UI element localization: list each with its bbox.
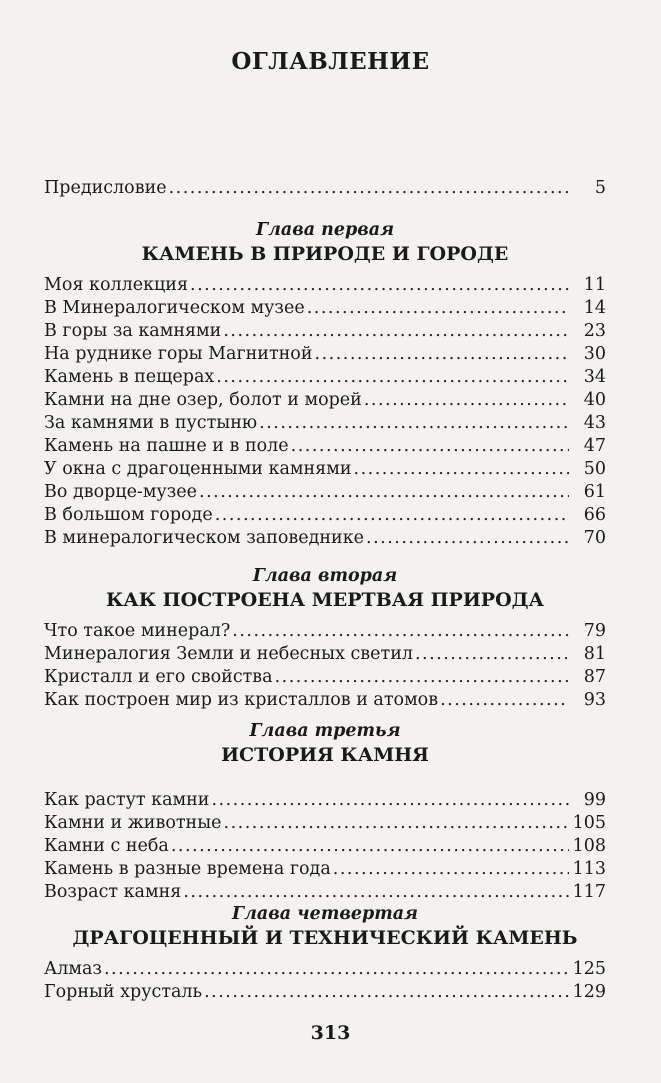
toc-entry-page: 125 — [572, 959, 606, 979]
toc-entry[interactable] — [44, 644, 606, 667]
toc-entry-label: Что такое минерал? — [44, 621, 231, 641]
leader-dots — [364, 390, 569, 410]
toc-entry-page: 23 — [583, 321, 606, 341]
toc-entry-page: 34 — [583, 367, 606, 387]
toc-entry-page: 93 — [583, 690, 606, 710]
toc-entry-label: Камень в пещерах — [44, 367, 215, 387]
toc-entry-preface[interactable] — [44, 178, 606, 201]
toc-entry-label: Алмаз — [44, 959, 102, 979]
chapter-title: КАМЕНЬ В ПРИРОДЕ И ГОРОДЕ — [141, 243, 509, 265]
leader-dots — [315, 344, 569, 364]
chapter-3-heading — [44, 720, 606, 768]
toc-entry[interactable] — [44, 344, 606, 367]
toc-entry-page: 87 — [583, 667, 606, 687]
toc-entry[interactable] — [44, 459, 606, 482]
toc-entry-page: 14 — [583, 298, 606, 318]
toc-entry-label: Во дворце-музее — [44, 482, 198, 502]
page-number: 313 — [310, 1022, 351, 1044]
toc-entry-label: На руднике горы Магнитной — [44, 344, 313, 364]
toc-entry-page: 105 — [572, 813, 606, 833]
toc-entry-label: В горы за камнями — [44, 321, 222, 341]
chapter-2-section — [44, 565, 606, 713]
toc-entry-page: 108 — [572, 836, 606, 856]
toc-entry[interactable] — [44, 982, 606, 1005]
toc-entry[interactable] — [44, 836, 606, 859]
toc-entry-label: Камни на дне озер, болот и морей — [44, 390, 362, 410]
toc-entry-page: 81 — [583, 644, 606, 664]
toc-entry-page: 43 — [583, 413, 606, 433]
preface-section — [44, 178, 606, 201]
leader-dots — [232, 621, 569, 641]
leader-dots — [333, 859, 569, 879]
toc-entry[interactable] — [44, 482, 606, 505]
toc-entry-label: Как растут камни — [44, 790, 210, 810]
page-title: ОГЛАВЛЕНИЕ — [231, 48, 430, 75]
chapter-kicker: Глава четвертая — [232, 904, 418, 924]
toc-entry-page: 11 — [583, 275, 606, 295]
toc-entry-page: 129 — [572, 982, 606, 1002]
leader-dots — [275, 667, 569, 687]
chapter-kicker: Глава первая — [255, 220, 394, 240]
leader-dots — [169, 178, 569, 198]
toc-entry-page: 30 — [583, 344, 606, 364]
toc-entry-label: Камни с неба — [44, 836, 169, 856]
toc-entry-page: 70 — [583, 528, 606, 548]
chapter-4-section — [44, 903, 606, 1005]
leader-dots — [211, 790, 569, 810]
chapter-1-heading — [44, 219, 606, 267]
toc-entry-label: Как построен мир из кристаллов и атомов — [44, 690, 439, 710]
toc-entry[interactable] — [44, 959, 606, 982]
toc-entry-page: 79 — [583, 621, 606, 641]
leader-dots — [216, 367, 569, 387]
toc-entry[interactable] — [44, 859, 606, 882]
toc-entry[interactable] — [44, 882, 606, 905]
chapter-3-section — [44, 720, 606, 905]
toc-entry[interactable] — [44, 413, 606, 436]
toc-entry-page: 99 — [583, 790, 606, 810]
toc-entry[interactable] — [44, 690, 606, 713]
leader-dots — [190, 275, 569, 295]
leader-dots — [224, 813, 570, 833]
leader-dots — [291, 436, 569, 456]
leader-dots — [440, 690, 569, 710]
chapter-2-heading — [44, 565, 606, 613]
toc-entry[interactable] — [44, 505, 606, 528]
chapter-4-heading — [44, 903, 606, 951]
toc-entry[interactable] — [44, 275, 606, 298]
toc-entry[interactable] — [44, 790, 606, 813]
toc-entry-page: 113 — [572, 859, 606, 879]
toc-entry-label: Горный хрусталь — [44, 982, 203, 1002]
chapter-title: ДРАГОЦЕННЫЙ И ТЕХНИЧЕСКИЙ КАМЕНЬ — [72, 927, 578, 949]
toc-entry-label: Минералогия Земли и небесных светил — [44, 644, 413, 664]
toc-entry-label: За камнями в пустыню — [44, 413, 258, 433]
chapter-title: ИСТОРИЯ КАМНЯ — [221, 744, 429, 766]
toc-entry-page: 61 — [583, 482, 606, 502]
toc-entry-label: Моя коллекция — [44, 275, 189, 295]
toc-entry-page: 5 — [594, 178, 606, 198]
toc-entry[interactable] — [44, 367, 606, 390]
toc-entry-label: Камень в разные времена года — [44, 859, 331, 879]
leader-dots — [215, 505, 569, 525]
chapter-kicker: Глава вторая — [252, 566, 398, 586]
toc-entry-page: 40 — [583, 390, 606, 410]
toc-entry-page: 50 — [583, 459, 606, 479]
leader-dots — [415, 644, 569, 664]
toc-entry[interactable] — [44, 667, 606, 690]
chapter-kicker: Глава третья — [249, 721, 401, 741]
toc-entry-label: Камень на пашне и в поле — [44, 436, 289, 456]
toc-entry-label: Кристалл и его свойства — [44, 667, 273, 687]
toc-entry-label: Камни и животные — [44, 813, 222, 833]
leader-dots — [223, 321, 569, 341]
toc-entry[interactable] — [44, 321, 606, 344]
leader-dots — [354, 459, 570, 479]
toc-entry-label: В минералогическом заповеднике — [44, 528, 364, 548]
leader-dots — [171, 836, 569, 856]
leader-dots — [307, 298, 569, 318]
leader-dots — [104, 959, 569, 979]
leader-dots — [183, 882, 569, 902]
leader-dots — [199, 482, 569, 502]
toc-entry[interactable] — [44, 298, 606, 321]
toc-entry[interactable] — [44, 390, 606, 413]
chapter-title: КАК ПОСТРОЕНА МЕРТВАЯ ПРИРОДА — [105, 589, 544, 611]
toc-entry[interactable] — [44, 528, 606, 551]
toc-entry-label: В Минералогическом музее — [44, 298, 305, 318]
leader-dots — [259, 413, 569, 433]
toc-entry-label: Предисловие — [44, 178, 167, 198]
toc-entry-label: В большом городе — [44, 505, 213, 525]
toc-entry-label: У окна с драгоценными камнями — [44, 459, 352, 479]
toc-entry[interactable] — [44, 436, 606, 459]
leader-dots — [204, 982, 569, 1002]
toc-entry-label: Возраст камня — [44, 882, 182, 902]
toc-entry[interactable] — [44, 621, 606, 644]
toc-entry-page: 117 — [572, 882, 606, 902]
toc-entry-page: 47 — [583, 436, 606, 456]
toc-entry-page: 66 — [583, 505, 606, 525]
chapter-1-section — [44, 219, 606, 551]
toc-entry[interactable] — [44, 813, 606, 836]
leader-dots — [366, 528, 569, 548]
